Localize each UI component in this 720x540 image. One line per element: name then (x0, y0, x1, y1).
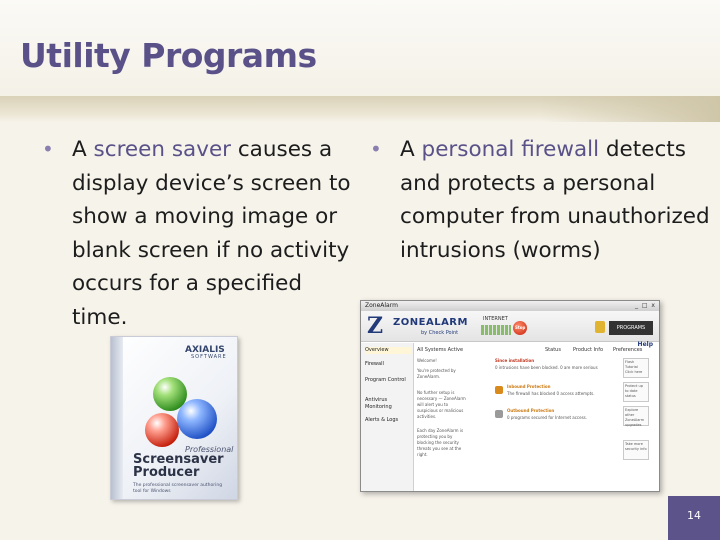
za-header (361, 311, 659, 342)
right-bullet-lead: A (400, 137, 422, 162)
left-text-column (42, 133, 362, 334)
box-tagline: The professional screensaver authoring tool for Windows (133, 483, 223, 494)
box-brand-sub: SOFTWARE (191, 354, 227, 360)
za-help-link: Help (637, 341, 653, 348)
za-learn-text: Each day ZoneAlarm is protecting you by blocking the security threats you see at the right. (417, 428, 464, 457)
right-text-column (370, 133, 710, 267)
box-product-name (133, 453, 224, 479)
za-stop-label: Stop (515, 325, 526, 330)
za-blocked-text: 0 intrusions have been blocked. 0 are more serious (495, 365, 598, 370)
blue-sphere-icon (177, 399, 217, 439)
slide-title: Utility Programs (20, 36, 317, 75)
za-nav-item: Antivirus Monitoring (365, 397, 392, 410)
box-product-line1: Screensaver (133, 452, 224, 467)
za-logo-icon: Z (367, 313, 384, 339)
za-tab: Status (545, 347, 561, 353)
bullet-icon: • (42, 137, 54, 161)
zonealarm-screenshot (360, 300, 660, 492)
left-bullet-highlight: screen saver (93, 137, 232, 162)
za-inbound-label: Inbound Protection (507, 384, 551, 389)
za-side-button: Protect up to date status (623, 382, 649, 402)
za-inbound-text: The firewall has blocked 0 access attempts. (507, 391, 595, 396)
za-logo-text: ZONEALARM (393, 317, 468, 328)
za-lock-icon (595, 321, 605, 333)
left-bullet-item (42, 133, 362, 334)
bullet-icon: • (370, 137, 382, 161)
right-bullet-highlight: personal firewall (421, 137, 600, 162)
za-nav (361, 343, 414, 491)
za-side-button: Flash Tutorial Click here (623, 358, 649, 378)
za-programs-button: PROGRAMS (609, 321, 653, 335)
za-side-button: Explore other ZoneAlarm upgrades (623, 406, 649, 426)
za-col-header: Since installation (495, 358, 535, 363)
header-band-accent (540, 96, 720, 122)
za-main-header: All Systems Active (417, 347, 464, 353)
box-spine (111, 337, 123, 499)
left-bullet-rest: causes a display device’s screen to show a moving image or blank screen if no activity occurs for a specified time. (72, 137, 351, 330)
za-tabbar (415, 347, 653, 355)
za-window-controls: _ □ x (634, 302, 656, 309)
right-bullet-item (370, 133, 710, 267)
left-bullet-lead: A (72, 137, 94, 162)
za-traffic-meter (481, 325, 511, 335)
screensaver-box-image (110, 336, 238, 500)
box-product-line2: Producer (133, 465, 200, 480)
za-side-button: Take more security info (623, 440, 649, 460)
za-tab: Product Info (573, 347, 604, 353)
box-edition: Professional (185, 445, 234, 454)
box-brand: AXIALIS (185, 345, 225, 355)
right-bullet-rest: detects and protects a personal computer from unauthorized intrusions (worms) (400, 137, 710, 263)
za-no-action-text: No further setup is necessary — ZoneAlarm will alert you to suspicious or malicious activities. (417, 390, 466, 419)
za-nav-item: Overview (365, 347, 411, 354)
za-nav-item: Program Control (365, 377, 406, 383)
za-welcome: Welcome! (417, 358, 437, 363)
za-internet-label: INTERNET (483, 316, 508, 322)
za-nav-item: Alerts & Logs (365, 417, 399, 423)
za-logo-sub: by Check Point (421, 330, 459, 336)
za-nav-item: Firewall (365, 361, 384, 367)
za-titlebar (361, 301, 659, 311)
za-outbound-label: Outbound Protection (507, 408, 555, 413)
za-protected-text: You're protected by ZoneAlarm. (417, 368, 456, 379)
za-shield-icon (495, 386, 503, 394)
za-window-title: ZoneAlarm (365, 302, 398, 309)
za-outbound-icon (495, 410, 503, 418)
red-sphere-icon (145, 413, 179, 447)
page-number: 14 (668, 496, 720, 540)
za-main-panel (415, 356, 653, 491)
za-tab: Preferences (613, 347, 643, 353)
za-outbound-text: 0 programs secured for Internet access. (507, 415, 588, 420)
